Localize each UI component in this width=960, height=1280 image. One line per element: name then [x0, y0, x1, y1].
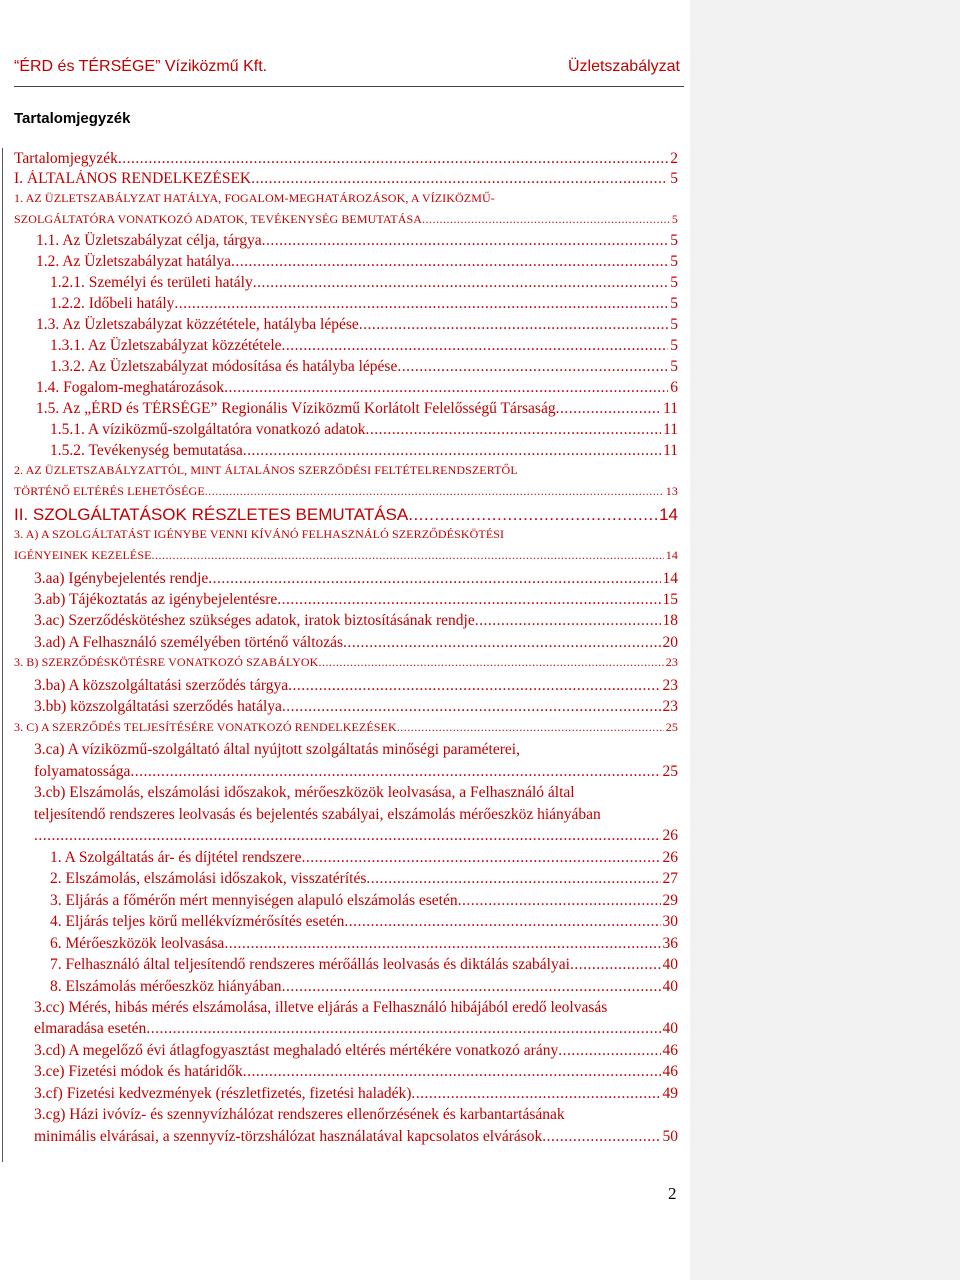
toc-entry-title: 1.1. Az Üzletszabályzat célja, tárgya	[36, 232, 262, 249]
toc-entry-page: 26	[662, 827, 678, 844]
toc-entry-title: TÖRTÉNŐ ELTÉRÉS LEHETŐSÉGE	[14, 484, 205, 498]
toc-entry-page: 2	[670, 150, 678, 167]
toc-entry-page: 13	[665, 484, 678, 498]
toc-entry-title: II. SZOLGÁLTATÁSOK RÉSZLETES BEMUTATÁSA	[14, 505, 409, 524]
toc-entry-page: 23	[665, 655, 678, 669]
toc-entry-title: 1.4. Fogalom-meghatározások	[36, 379, 225, 396]
toc-entry-title: 3.cb) Elszámolás, elszámolási időszakok, mérőeszközök leolvasása, a Felhasználó által	[34, 784, 575, 801]
toc-leader-dots	[231, 253, 668, 271]
toc-entry-title: elmaradása esetén	[34, 1020, 147, 1037]
toc-entry-title: 3.ac) Szerződéskötéshez szükséges adatok, iratok biztosításának rendje	[34, 612, 475, 629]
toc-leader-dots	[174, 295, 668, 313]
toc-entry-title: 2. Elszámolás, elszámolási időszakok, visszatérítés	[50, 870, 367, 887]
toc-entry-page: 23	[662, 677, 678, 694]
toc-entry-title: 3.ad) A Felhasználó személyében történő változás	[34, 634, 344, 651]
toc-entry-title: I. ÁLTALÁNOS RENDELKEZÉSEK	[14, 170, 252, 187]
toc-leader-dots	[208, 570, 660, 588]
company-name: “ÉRD és TÉRSÉGE” Víziközmű Kft.	[14, 58, 268, 75]
toc-entry-title: 3.ca) A víziközmű-szolgáltató által nyújtott szolgáltatás minőségi paraméterei,	[34, 741, 520, 758]
toc-entry-page: 14	[659, 505, 678, 524]
toc-leader-dots	[277, 591, 660, 609]
toc-entry-page: 5	[670, 295, 678, 312]
toc-entry-title: 1.3.1. Az Üzletszabályzat közzététele	[50, 337, 282, 354]
toc-entry-title: 1.3.2. Az Üzletszabályzat módosítása és hatályba lépése	[50, 358, 398, 375]
toc-entry-title: 4. Eljárás teljes körű mellékvízmérősítés esetén	[50, 913, 345, 930]
comment-margin	[690, 0, 960, 1280]
toc-leader-dots	[397, 358, 668, 376]
toc-entry-page: 40	[662, 1020, 678, 1037]
toc-leader-dots	[458, 892, 661, 910]
toc-entry-title: 1.5.1. A víziközmű-szolgáltatóra vonatkozó adatok	[50, 421, 366, 438]
toc-leader-dots	[475, 612, 661, 630]
toc-entry-page: 15	[662, 591, 678, 608]
toc-leader-dots	[556, 400, 661, 418]
toc-entry-page: 46	[662, 1063, 678, 1080]
toc-entry-page: 49	[662, 1085, 678, 1102]
toc-leader-dots	[243, 1063, 661, 1081]
toc-entry-page: 46	[662, 1042, 678, 1059]
toc-entry-title: 3.cc) Mérés, hibás mérés elszámolása, illetve eljárás a Felhasználó hibájából eredő leolvasás	[34, 999, 608, 1016]
toc-entry-title: 2. AZ ÜZLETSZABÁLYZATTÓL, MINT ÁLTALÁNOS SZERZŐDÉSI FELTÉTELRENDSZERTŐL	[14, 463, 518, 477]
toc-entry-title: 3.cd) A megelőző évi átlagfogyasztást meghaladó eltérés mértékére vonatkozó arány	[34, 1042, 559, 1059]
toc-entry-title: 6. Mérőeszközök leolvasása	[50, 935, 225, 952]
toc-entry-page: 5	[670, 170, 678, 187]
toc-entry-page: 5	[670, 316, 678, 333]
toc-leader-dots	[152, 548, 664, 563]
toc-entry-title: 3.ba) A közszolgáltatási szerződés tárgya	[34, 677, 289, 694]
toc-entry-title: 3.ce) Fizetési módok és határidők	[34, 1063, 243, 1080]
toc-entry-title: 3.cg) Házi ivóvíz- és szennyvízhálózat rendszeres ellenőrzésének és karbantartásának	[34, 1106, 565, 1123]
toc-entry-title: SZOLGÁLTATÓRA VONATKOZÓ ADATOK, TEVÉKENYSÉG BEMUTATÁSA	[14, 212, 423, 226]
toc-entry-title: 1. A Szolgáltatás ár- és díjtétel rendszere	[50, 849, 302, 866]
toc-entry-title: 3. B) SZERZŐDÉSKÖTÉSRE VONATKOZÓ SZABÁLYOK	[14, 655, 319, 669]
toc-entry-title: folyamatossága	[34, 763, 131, 780]
toc-leader-dots	[411, 1085, 660, 1103]
toc-entry-page: 14	[662, 570, 678, 587]
toc-entry-page: 40	[662, 978, 678, 995]
toc-leader-dots	[366, 870, 660, 888]
toc-entry-title: 1.3. Az Üzletszabályzat közzététele, hatályba lépése	[36, 316, 359, 333]
toc-entry-page: 27	[662, 870, 678, 887]
toc-leader-dots	[224, 935, 660, 953]
toc-leader-dots	[344, 913, 660, 931]
toc-entry-title: 1.5.2. Tevékenység bemutatása	[50, 442, 243, 459]
toc-leader-dots	[282, 698, 661, 716]
toc-entry-page: 5	[670, 232, 678, 249]
toc-leader-dots	[262, 232, 669, 250]
toc-entry-title: 3. C) A SZERZŐDÉS TELJESÍTÉSÉRE VONATKOZÓ RENDELKEZÉSEK	[14, 720, 397, 734]
change-bar	[2, 148, 3, 1162]
toc-entry-title: 3. A) A SZOLGÁLTATÁST IGÉNYBE VENNI KÍVÁNÓ FELHASZNÁLÓ SZERZŐDÉSKÖTÉSI	[14, 527, 505, 541]
toc-leader-dots	[282, 337, 669, 355]
toc-leader-dots	[282, 978, 661, 996]
toc-entry-page: 29	[662, 892, 678, 909]
toc-entry-page: 5	[670, 337, 678, 354]
toc-entry-page: 6	[670, 379, 678, 396]
toc-entry-page: 20	[662, 634, 678, 651]
toc-leader-dots	[288, 677, 660, 695]
page-number: 2	[668, 1184, 677, 1203]
toc-leader-dots	[130, 763, 660, 781]
toc-leader-dots	[366, 421, 662, 439]
toc-entry-title: 1.2.1. Személyi és területi hatály	[50, 274, 253, 291]
document-name: Üzletszabályzat	[567, 58, 680, 75]
toc-leader-dots	[224, 379, 668, 397]
toc-entry-title: 3. Eljárás a főmérőn mért mennyiségen alapuló elszámolás esetén	[50, 892, 458, 909]
toc-leader-dots	[408, 505, 657, 525]
toc-entry-title: Tartalomjegyzék	[14, 150, 118, 167]
toc-entry-page: 25	[665, 720, 678, 734]
toc-entry-title: 7. Felhasználó által teljesítendő rendszeres mérőállás leolvasás és diktálás szabályai	[50, 956, 570, 973]
toc-entry-page: 5	[670, 358, 678, 375]
toc-entry-page: 11	[663, 442, 678, 459]
toc-entry-page: 25	[662, 763, 678, 780]
toc-entry-title: teljesítendő rendszeres leolvasás és bejelentés szabályai, elszámolás mérőeszköz hiányában	[34, 806, 601, 823]
toc-entry-title: minimális elvárásai, a szennyvíz-törzshálózat használatával kapcsolatos elvárások	[34, 1128, 543, 1145]
toc-entry-page: 30	[662, 913, 678, 930]
toc-entry-page: 26	[662, 849, 678, 866]
toc-leader-dots	[301, 849, 660, 867]
toc-entry-title: 3.aa) Igénybejelentés rendje	[34, 570, 209, 587]
toc-entry-page: 23	[662, 698, 678, 715]
toc-leader-dots	[243, 442, 661, 460]
toc-leader-dots	[205, 484, 664, 499]
toc-entry-title: 1.2.2. Időbeli hatály	[50, 295, 175, 312]
toc-leader-dots	[253, 274, 669, 292]
toc-entry-page: 5	[670, 274, 678, 291]
toc-leader-dots	[397, 720, 664, 735]
toc-entry-title: 1.5. Az „ÉRD és TÉRSÉGE” Regionális Víziközmű Korlátolt Felelősségű Társaság	[36, 400, 556, 417]
toc-leader-dots	[343, 634, 660, 652]
toc-entry-title: 3.ab) Tájékoztatás az igénybejelentésre	[34, 591, 278, 608]
toc-entry-title: 1.2. Az Üzletszabályzat hatálya	[36, 253, 231, 270]
toc-leader-dots	[570, 956, 661, 974]
toc-leader-dots	[34, 827, 661, 845]
toc-leader-dots	[318, 655, 663, 670]
toc-leader-dots	[542, 1128, 660, 1146]
toc-entry-page: 5	[670, 253, 678, 270]
toc-entry-title: IGÉNYEINEK KEZELÉSE	[14, 548, 152, 562]
toc-heading: Tartalomjegyzék	[14, 110, 131, 127]
toc-entry-page: 11	[663, 421, 678, 438]
toc-entry-page: 18	[662, 612, 678, 629]
toc-entry-page: 14	[665, 548, 678, 562]
toc-entry-title: 8. Elszámolás mérőeszköz hiányában	[50, 978, 282, 995]
toc-entry-page: 5	[671, 212, 678, 226]
toc-leader-dots	[558, 1042, 660, 1060]
toc-leader-dots	[146, 1020, 660, 1038]
toc-leader-dots	[251, 170, 668, 188]
toc-entry-page: 50	[662, 1128, 678, 1145]
toc-entry-title: 3.bb) közszolgáltatási szerződés hatálya	[34, 698, 282, 715]
toc-entry-title: 1. AZ ÜZLETSZABÁLYZAT HATÁLYA, FOGALOM-MEGHATÁROZÁSOK, A VÍZIKÖZMŰ-	[14, 191, 495, 205]
toc-leader-dots	[118, 150, 668, 168]
toc-entry-page: 36	[662, 935, 678, 952]
toc-entry-page: 40	[662, 956, 678, 973]
toc-entry-page: 11	[663, 400, 678, 417]
toc-entry-title: 3.cf) Fizetési kedvezmények (részletfizetés, fizetési haladék)	[34, 1085, 412, 1102]
page-header	[14, 58, 680, 84]
header-divider	[14, 86, 684, 87]
toc-leader-dots	[422, 212, 670, 227]
toc-leader-dots	[359, 316, 668, 334]
